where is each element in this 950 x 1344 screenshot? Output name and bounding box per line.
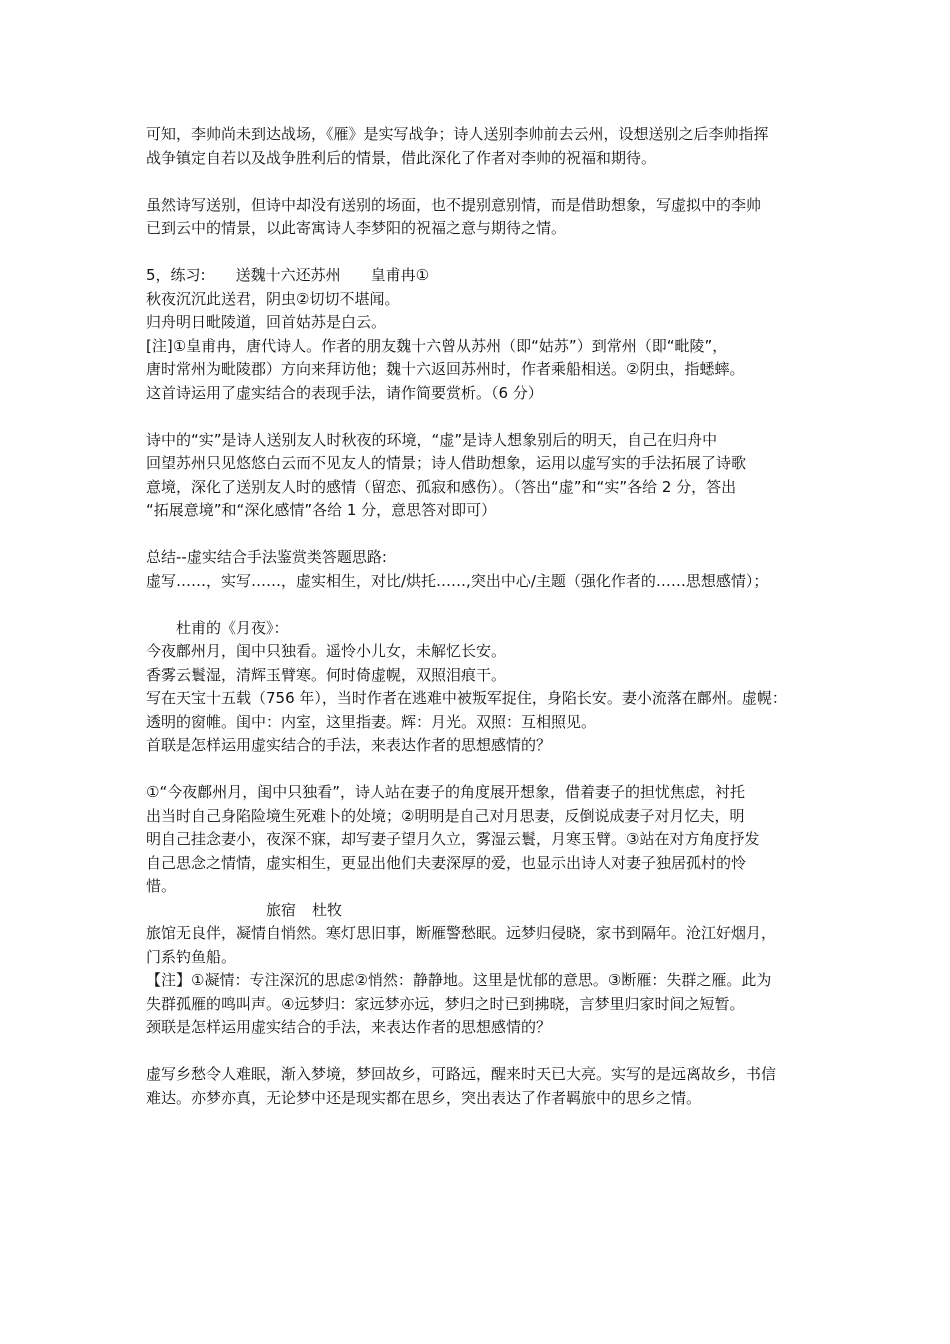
paragraph-gap [146, 523, 821, 547]
poem-line: 归舟明日毗陵道，回首姑苏是白云。 [146, 313, 387, 331]
exercise-heading [146, 264, 821, 288]
poem-line: 今夜鄜州月，闺中只独看。遥怜小儿女，未解忆长安。 [146, 642, 507, 660]
poem-heading: 杜甫的《月夜》： [176, 618, 289, 637]
poem-line: 旅馆无良伴，凝情自悄然。寒灯思旧事，断雁警愁眠。远梦归侵晓，家书到隔年。沧江好烟月， [146, 924, 777, 942]
text-line: ①“今夜鄜州月，闺中只独看”，诗人站在妻子的角度展开想象，借着妻子的担忧焦虑，衬托 [146, 783, 745, 801]
text-line: 已到云中的情景，以此寄寓诗人李梦阳的祝福之意与期待之情。 [146, 219, 567, 237]
paragraph-gap [146, 241, 821, 265]
text-line: 自己思念之情情，虚实相生，更显出他们夫妻深厚的爱，也显示出诗人对妻子独居孤村的怜 [146, 853, 747, 872]
text-line: 回望苏州只见悠悠白云而不见友人的情景；诗人借助想象，运用以虚写实的手法拓展了诗歌 [146, 454, 747, 472]
poem-line: 门系钓鱼船。 [146, 947, 237, 966]
summary-section [146, 546, 821, 593]
document-page [146, 123, 821, 1110]
answer-section-2 [146, 781, 821, 899]
text-line: 虚写乡愁令人难眠，渐入梦境，梦回故乡，可路远，醒来时天已大亮。实写的是远离故乡，书信 [146, 1065, 777, 1083]
poem-title: 旅宿 [266, 900, 297, 919]
summary-line: 虚写……，实写……，虚实相生，对比/烘托……,突出中心/主题（强化作者的……思想感情）； [146, 571, 769, 590]
text-line: 明自己挂念妻小，夜深不寐，却写妻子望月久立，雾湿云鬟，月寒玉臂。③站在对方角度抒发 [146, 830, 760, 848]
text-line: “拓展意境”和“深化感情”各给 1 分，意思答对即可） [146, 501, 497, 519]
note-line: 写在天宝十五载（756 年），当时作者在逃难中被叛军捉住，身陷长安。妻小流落在鄜州。虚幌： [146, 689, 787, 707]
text-line: 出当时自己身陷险境生死难卜的处境；②明明是自己对月思妻，反倒说成妻子对月忆夫，明 [146, 806, 745, 825]
paragraph-gap [146, 593, 821, 617]
question-line: 首联是怎样运用虚实结合的手法，来表达作者的思想感情的？ [146, 736, 552, 754]
question-line: 这首诗运用了虚实结合的表现手法，请作简要赏析。（6 分） [146, 383, 543, 402]
note-line: 失群孤雁的鸣叫声。④远梦归：家远梦亦远，梦归之时已到拂晓，言梦里归家时间之短暂。 [146, 994, 745, 1013]
paragraph-gap [146, 1040, 821, 1064]
lvsu-section [146, 899, 821, 1040]
note-line: 透明的窗帷。闺中：内室，这里指妻。辉：月光。双照：互相照见。 [146, 712, 597, 731]
note-line: 【注】①凝情：专注深沉的思虑②悄然：静静地。这里是忧郁的意思。③断雁：失群之雁。此为 [146, 971, 772, 989]
text-line: 诗中的“实”是诗人送别友人时秋夜的环境，“虚”是诗人想象别后的明天，自己在归舟中 [146, 430, 718, 449]
poem-line: 香雾云鬟湿，清辉玉臂寒。何时倚虚幌，双照泪痕干。 [146, 665, 507, 684]
text-line: 惜。 [146, 877, 177, 895]
text-line: 虽然诗写送别，但诗中却没有送别的场面，也不提别意别情，而是借助想象，写虚拟中的李帅 [146, 195, 762, 214]
poem-title: 送魏十六还苏州 [235, 266, 341, 284]
poem-author: 杜牧 [312, 900, 343, 919]
exercise-prefix: 5，练习: [146, 266, 206, 284]
text-line: 难达。亦梦亦真，无论梦中还是现实都在思乡，突出表达了作者羁旅中的思乡之情。 [146, 1088, 702, 1107]
paragraph-gap [146, 405, 821, 429]
paragraph-conclusion [146, 123, 821, 170]
question-line: 颈联是怎样运用虚实结合的手法，来表达作者的思想感情的？ [146, 1018, 552, 1036]
text-line: 意境，深化了送别友人时的感情（留恋、孤寂和感伤）。（答出“虚”和“实”各给 2 分，答出 [146, 477, 737, 496]
answer-section-1 [146, 429, 821, 523]
poem-author: 皇甫冉① [370, 266, 430, 284]
exercise-section [146, 264, 821, 405]
yueye-section [146, 617, 821, 758]
poem-line: 秋夜沉沉此送君，阴虫②切切不堪闻。 [146, 289, 400, 308]
note-line: 唐时常州为毗陵郡）方向来拜访他；魏十六返回苏州时，作者乘船相送。②阴虫，指蟋蟀。 [146, 360, 745, 378]
text-line: 战争镇定自若以及战争胜利后的情景，借此深化了作者对李帅的祝福和期待。 [146, 148, 657, 167]
note-line: [注]①皇甫冉，唐代诗人。作者的朋友魏十六曾从苏州（即“姑苏”）到常州（即“毗陵”， [146, 336, 728, 355]
paragraph-gap [146, 170, 821, 194]
summary-title: 总结--虚实结合手法鉴赏类答题思路: [146, 548, 387, 566]
text-line: 可知，李帅尚未到达战场，《雁》是实写战争；诗人送别李帅前去云州，设想送别之后李帅指挥 [146, 125, 769, 143]
paragraph-analysis [146, 194, 821, 241]
paragraph-gap [146, 758, 821, 782]
answer-section-3 [146, 1063, 821, 1110]
poem-heading [146, 899, 821, 923]
